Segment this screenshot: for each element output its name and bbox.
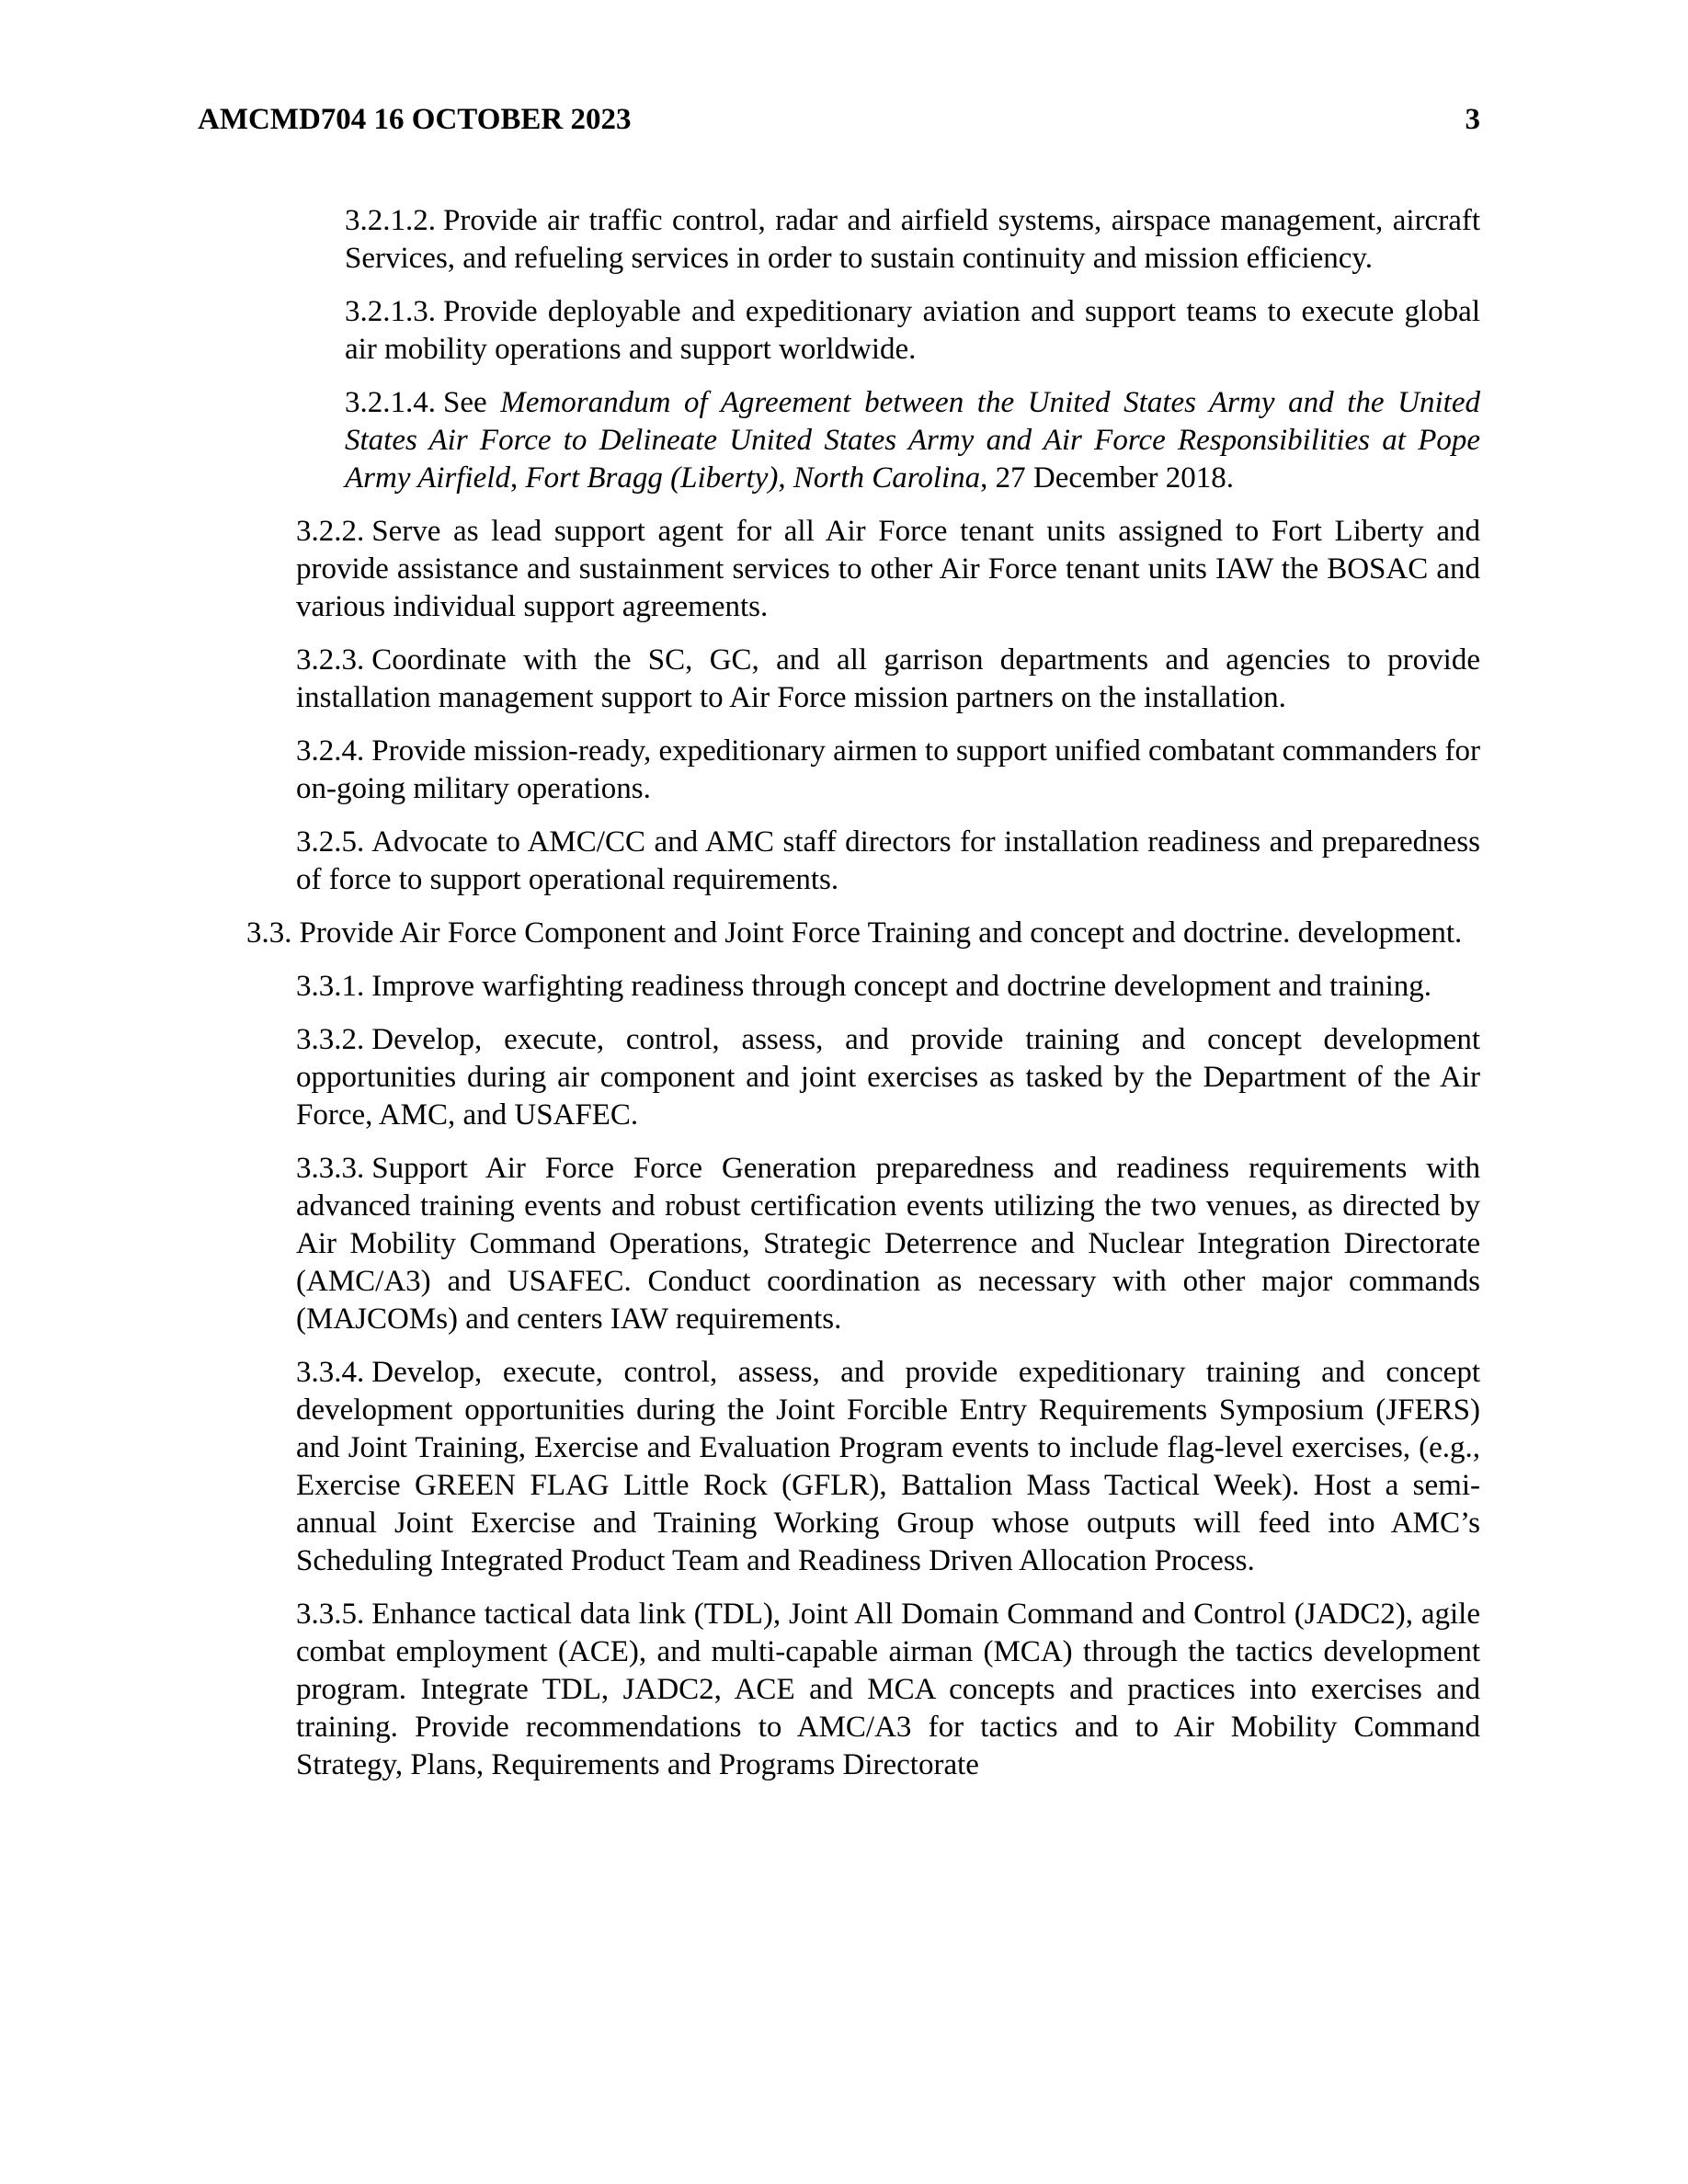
paragraph-3-2-3	[296, 642, 1480, 717]
paragraph-3-2-5	[296, 824, 1480, 899]
paragraph-text: Develop, execute, control, assess, and provide training and concept development opportunities during air component and joint exercises as tasked by the Department of the Air Force, AMC, and USAFEC.	[296, 1023, 1480, 1132]
paragraph-number: 3.2.1.2.	[345, 204, 436, 237]
paragraph-text: Develop, execute, control, assess, and provide expeditionary training and concept development opportunities during the Joint Forcible Entry Requirements Symposium (JFERS) and Joint Training, Exercise and Evaluation Program events to include flag-level exercises, (e.g., Exercise GREEN FLAG Little Rock (GFLR), Battalion Mass Tactical Week). Host a semi-annual Joint Exercise and Training Working Group whose outputs will feed into AMC’s Scheduling Integrated Product Team and Readiness Driven Allocation Process.	[296, 1356, 1480, 1577]
paragraph-number: 3.2.2.	[296, 515, 365, 548]
paragraph-text: Enhance tactical data link (TDL), Joint All Domain Command and Control (JADC2), agile combat employment (ACE), and multi-capable airman (MCA) through the tactics development program. Integrate TDL, JADC2, ACE and MCA concepts and practices into exercises and training. Provide recommendations to AMC/A3 for tactics and to Air Mobility Command Strategy, Plans, Requirements and Programs Directorate	[296, 1598, 1480, 1781]
document-body	[198, 202, 1480, 1800]
paragraph-3-3	[246, 915, 1480, 952]
paragraph-number: 3.2.1.3.	[345, 295, 436, 328]
paragraph-3-2-4	[296, 733, 1480, 808]
see-reference-word: See	[443, 386, 487, 419]
paragraph-number: 3.2.1.4.	[345, 386, 436, 419]
paragraph-3-3-4	[296, 1354, 1480, 1580]
paragraph-text: Provide mission-ready, expeditionary airmen to support unified combatant commanders for on-going military operations.	[296, 734, 1480, 805]
memorandum-title: Memorandum of Agreement between the United States Army and the United States Air Force to Delineate United States Army and Air Force Responsibilities at Pope Army Airfield	[345, 386, 1480, 495]
paragraph-text: Support Air Force Force Generation preparedness and readiness requirements with advanced training events and robust certification events utilizing the two venues, as directed by Air Mobility Command Operations, Strategic Deterrence and Nuclear Integration Directorate (AMC/A3) and USAFEC. Conduct coordination as necessary with other major commands (MAJCOMs) and centers IAW requirements.	[296, 1152, 1480, 1336]
memorandum-date: , 27 December 2018.	[980, 461, 1234, 495]
paragraph-number: 3.3.3.	[296, 1152, 365, 1185]
paragraph-text: Advocate to AMC/CC and AMC staff directors for installation readiness and preparedness of force to support operational requirements.	[296, 825, 1480, 896]
paragraph-number: 3.3.4.	[296, 1356, 365, 1389]
paragraph-3-2-1-3	[345, 293, 1480, 369]
paragraph-3-3-5	[296, 1596, 1480, 1784]
paragraph-number: 3.3.5.	[296, 1598, 365, 1631]
paragraph-3-2-1-2	[345, 202, 1480, 278]
paragraph-text: Serve as lead support agent for all Air Force tenant units assigned to Fort Liberty and provide assistance and sustainment services to other Air Force tenant units IAW the BOSAC and various individual support agreements.	[296, 515, 1480, 623]
paragraph-3-2-2	[296, 513, 1480, 626]
paragraph-3-3-3	[296, 1150, 1480, 1338]
paragraph-3-2-1-4	[345, 384, 1480, 497]
paragraph-3-3-1	[296, 968, 1480, 1006]
paragraph-number: 3.3.2.	[296, 1023, 365, 1056]
paragraph-number: 3.3.1.	[296, 970, 365, 1003]
paragraph-text: Provide air traffic control, radar and airfield systems, airspace management, aircraft Services, and refueling services in order to sustain continuity and mission efficiency.	[345, 204, 1480, 275]
memorandum-location: Fort Bragg (Liberty), North Carolina	[525, 461, 981, 495]
page-header	[198, 98, 1480, 141]
paragraph-number: 3.2.3.	[296, 643, 365, 677]
page-number: 3	[1465, 103, 1480, 136]
paragraph-text: Improve warfighting readiness through concept and doctrine development and training.	[371, 970, 1432, 1003]
paragraph-text: Provide deployable and expeditionary aviation and support teams to execute global air mobility operations and support worldwide.	[345, 295, 1480, 366]
paragraph-text: Provide Air Force Component and Joint Force Training and concept and doctrine. development.	[299, 916, 1463, 950]
document-id: AMCMD704 16 OCTOBER 2023	[198, 103, 632, 136]
paragraph-number: 3.3.	[246, 916, 292, 950]
paragraph-3-3-2	[296, 1021, 1480, 1134]
paragraph-number: 3.2.4.	[296, 734, 365, 768]
paragraph-number: 3.2.5.	[296, 825, 365, 859]
reference-separator: ,	[509, 461, 526, 495]
paragraph-text: Coordinate with the SC, GC, and all garrison departments and agencies to provide installation management support to Air Force mission partners on the installation.	[296, 643, 1480, 714]
